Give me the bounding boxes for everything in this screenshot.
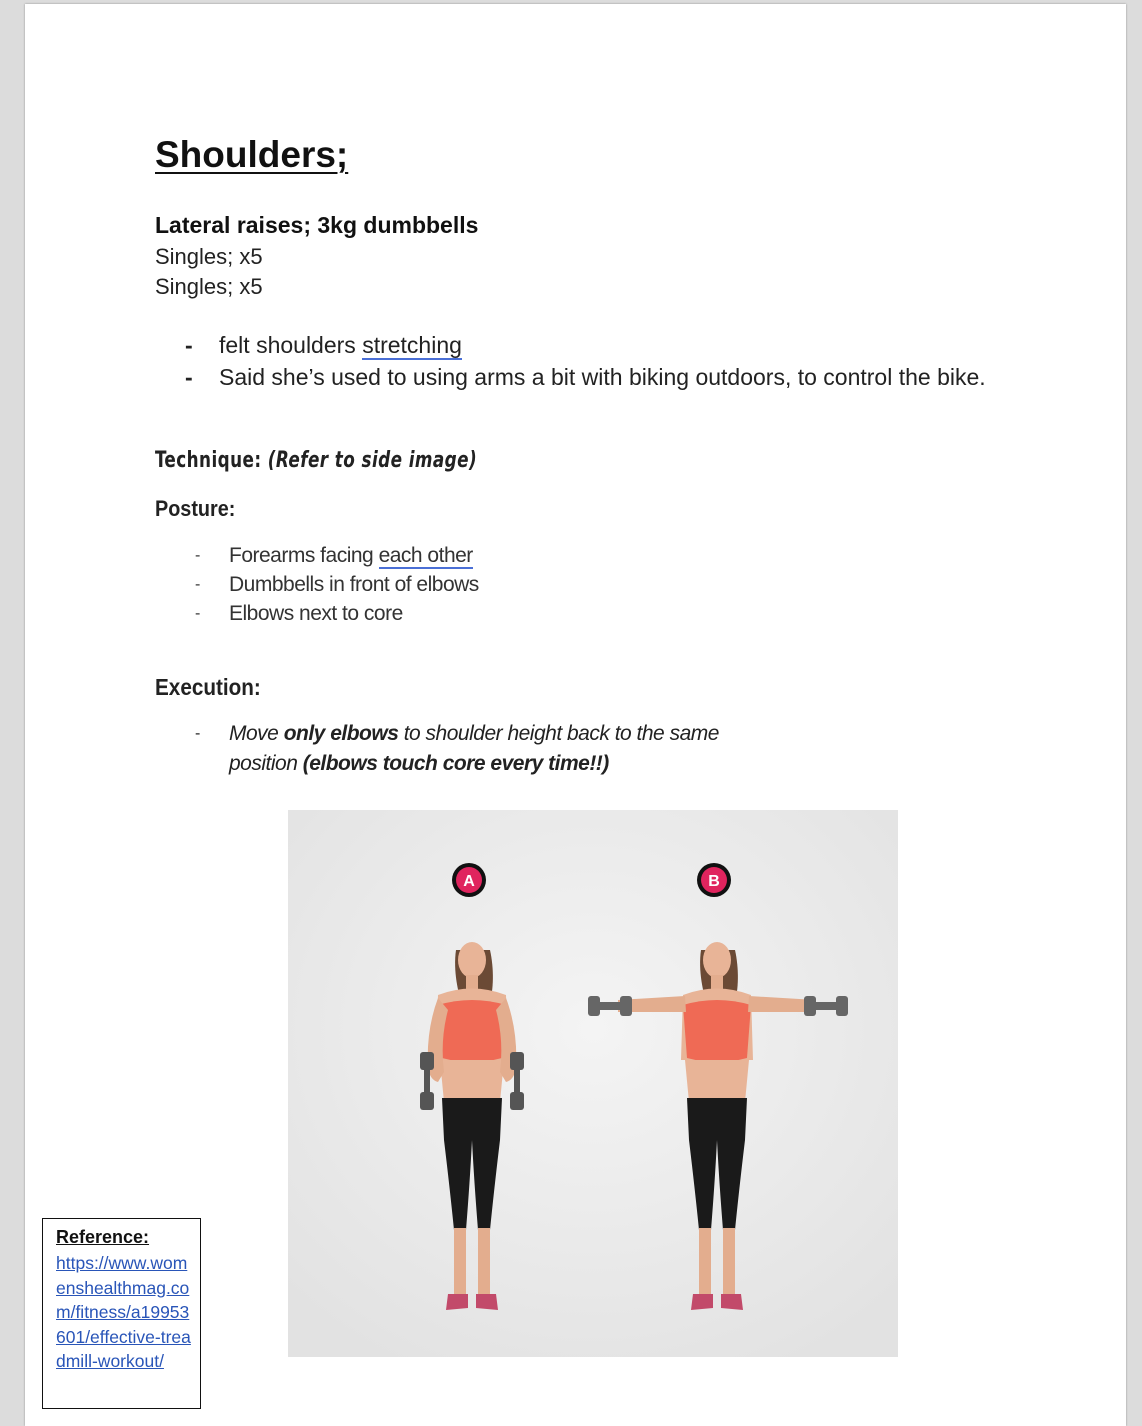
set-line-1: Singles; x5 (155, 244, 263, 269)
notes-list (185, 330, 1015, 394)
bullet-dash: - (195, 547, 200, 564)
badge-b-label: B (708, 873, 720, 890)
reference-link[interactable]: https://www.womenshealthmag.com/fitness/a19953601/effective-treadmill-workout/ (56, 1253, 191, 1371)
posture-list (195, 541, 895, 628)
list-item: - Dumbbells in front of elbows (195, 570, 895, 599)
badge-a (452, 863, 486, 897)
list-item: - Move only elbows to shoulder height back to the same position (elbows touch core every time!!) (195, 719, 775, 779)
reference-box (42, 1218, 201, 1409)
page-title: Shoulders; (155, 134, 349, 175)
badge-b (697, 863, 731, 897)
execution-heading: Execution: (155, 674, 261, 700)
technique-heading: Technique: (Refer to side image) (155, 448, 478, 473)
spellcheck-mark: each other (378, 544, 473, 567)
bullet-dash: - (185, 332, 193, 358)
list-item: - felt shoulders stretching (185, 332, 462, 358)
exercise-title: Lateral raises; 3kg dumbbells (155, 212, 479, 238)
badge-a-label: A (463, 873, 475, 890)
set-line-2: Singles; x5 (155, 274, 263, 299)
list-item: - Elbows next to core (195, 599, 895, 628)
bullet-dash: - (195, 605, 200, 622)
document-page (25, 4, 1126, 1426)
list-item: - Said she’s used to using arms a bit with biking outdoors, to control the bike. (185, 364, 986, 390)
bullet-dash: - (195, 725, 200, 742)
reference-label: Reference: (56, 1227, 150, 1247)
posture-heading: Posture: (155, 496, 236, 521)
spellcheck-mark: stretching (362, 332, 462, 358)
bullet-dash: - (185, 364, 193, 390)
exercise-photo (288, 810, 898, 1357)
bullet-dash: - (195, 576, 200, 593)
list-item: - Forearms facing each other (195, 541, 895, 570)
lateral-raise-illustration (288, 810, 898, 1357)
execution-list (195, 719, 775, 779)
